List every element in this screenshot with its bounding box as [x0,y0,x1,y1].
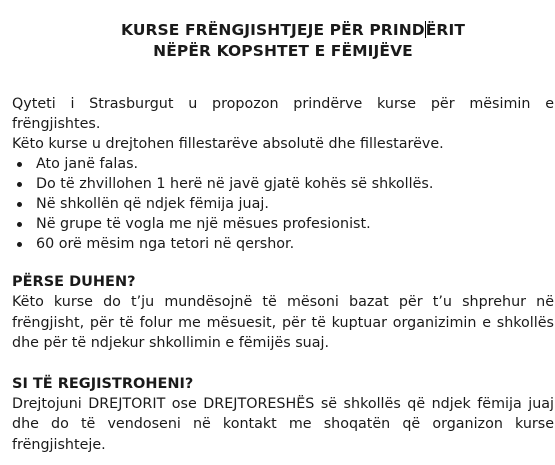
bullet-dot-icon [17,202,22,207]
bullet-dot-icon [17,182,22,187]
bullet-text: 60 orë mësim nga tetori në qershor. [36,236,295,252]
title-line-2: NËPËR KOPSHTET E FËMIJËVE [153,42,413,60]
intro-bullet-list [12,154,554,254]
document-title [12,0,554,62]
title-line-1-part-a: KURSE FRËNGJISHTJEJE PËR PRIND [120,21,425,39]
document [12,0,554,455]
section-register [12,374,554,456]
intro-paragraph-2: Këto kurse u drejtohen fillestarëve absolutë dhe fillestarëve. [12,136,444,152]
title-line-1 [12,20,554,41]
bullet-item [12,214,554,234]
bullet-text: Në grupe të vogla me një mësues profesionist. [36,216,371,232]
intro-section [12,94,554,254]
bullet-dot-icon [17,242,22,247]
bullet-text: Ato janë falas. [36,156,139,172]
title-line-1-part-b: ËRIT [425,21,465,39]
section-register-heading: SI TË REGJISTROHENI? [12,375,194,392]
bullet-dot-icon [17,162,22,167]
bullet-text: Do të zhvillohen 1 herë në javë gjatë kohës së shkollës. [36,176,434,192]
bullet-text: Në shkollën që ndjek fëmija juaj. [36,196,269,212]
section-register-body: Drejtojuni DREJTORIT ose DREJTORESHËS së shkollës që ndjek fëmija juaj dhe do të vendoseni në kontakt me shoqatën që organizon kurse frëngjishteje. [12,395,554,453]
section-why [12,272,554,354]
bullet-item [12,234,554,254]
bullet-dot-icon [17,222,22,227]
section-why-body: Këto kurse do t’ju mundësojnë të mësoni bazat për t’u shprehur në frëngjisht, për të folur me mësuesit, për të kuptuar organizimin e shkollës dhe për të ndjekur shkollimin e fëmijës suaj. [12,294,554,351]
intro-paragraph-1: Qyteti i Strasburgut u propozon prindërve kurse për mësimin e frëngjishtes. [12,96,554,132]
bullet-item [12,154,554,174]
bullet-item [12,194,554,214]
bullet-item [12,174,554,194]
section-why-heading: PËRSE DUHEN? [12,274,136,290]
